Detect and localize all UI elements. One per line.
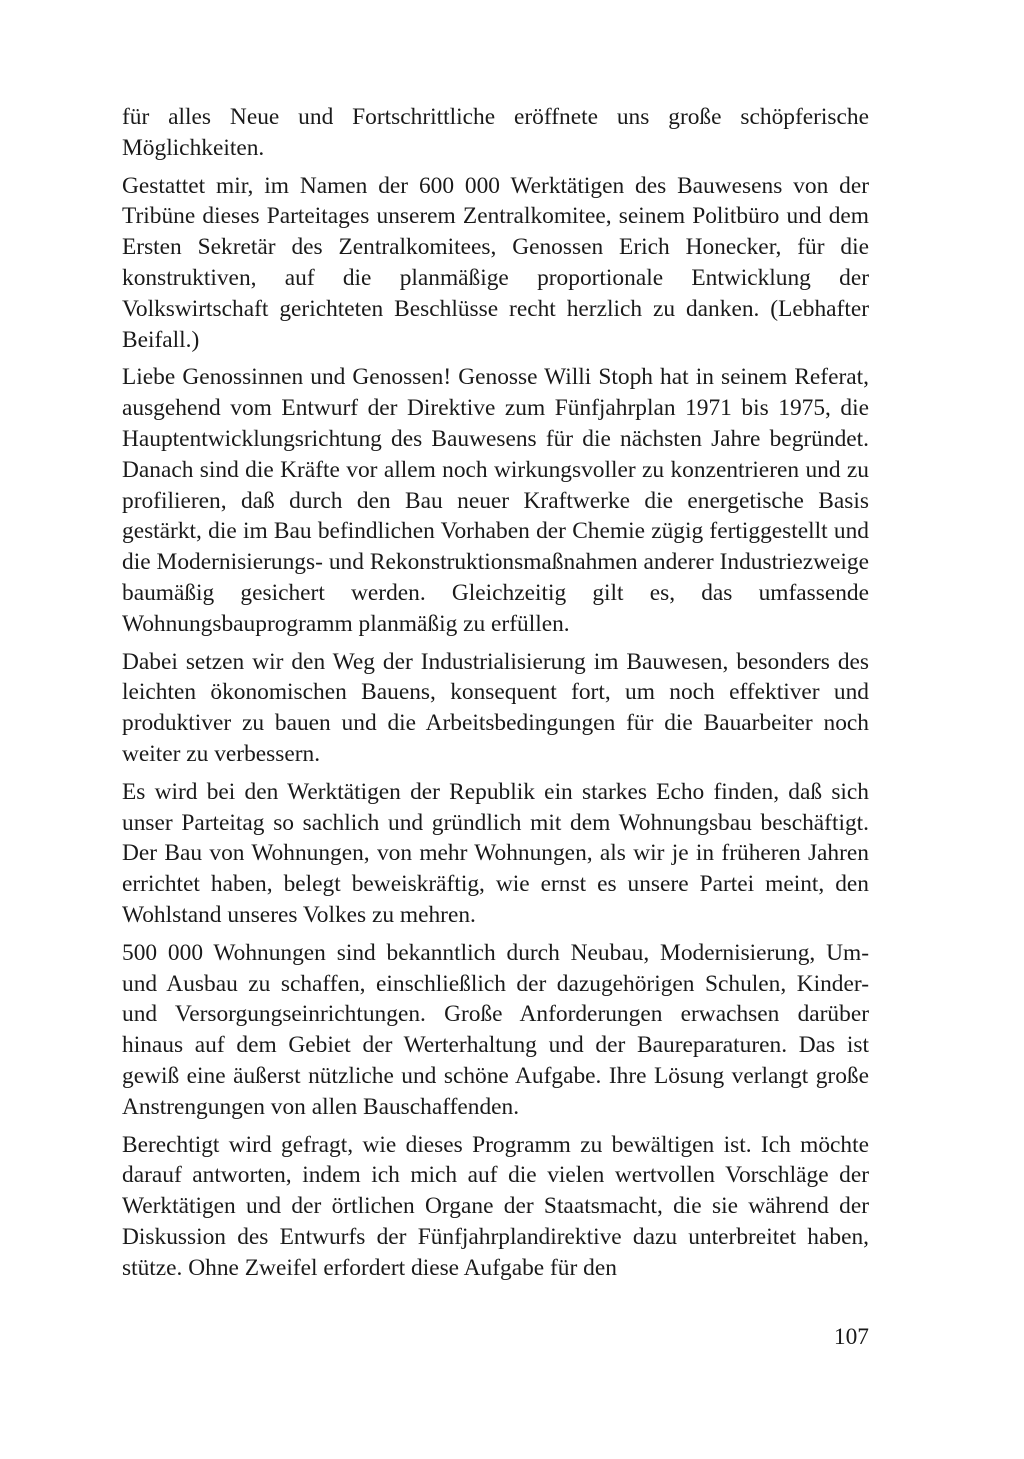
paragraph-6: 500 000 Wohnungen sind bekanntlich durch Neubau, Modernisierung, Um- und Ausbau zu schaffen, einschließlich der dazugehörigen Schulen, Kinder- und Versorgungseinrichtungen. Große Anforderungen erwachsen darüber hinaus auf dem Gebiet der Werterhaltung und der Baureparaturen. Das ist gewiß eine äußerst nützliche und schöne Aufgabe. Ihre Lösung verlangt große Anstrengungen von allen Bauschaffenden. (122, 939, 869, 1120)
paragraph-1: für alles Neue und Fortschrittliche eröffnete uns große schöpferische Möglichkeiten. (122, 104, 869, 161)
paragraph-2: Gestattet mir, im Namen der 600 000 Werktätigen des Bauwesens von der Tribüne dieses Parteitages unserem Zentralkomitee, seinem Politbüro und dem Ersten Sekretär des Zentralkomitees, Genossen Erich Honecker, für die konstruktiven, auf die planmäßige proportionale Entwicklung der Volkswirtschaft gerichteten Beschlüsse recht herzlich zu danken. (Lebhafter Beifall.) (122, 172, 869, 353)
paragraph-3: Liebe Genossinnen und Genossen! Genosse Willi Stoph hat in seinem Referat, ausgehend vom Entwurf der Direktive zum Fünfjahrplan 1971 bis 1975, die Hauptentwicklungsrichtung des Bauwesens für die nächsten Jahre begründet. Danach sind die Kräfte vor allem noch wirkungsvoller zu konzentrieren und zu profilieren, daß durch den Bau neuer Kraftwerke die energetische Basis gestärkt, die im Bau befindlichen Vorhaben der Chemie zügig fertiggestellt und die Modernisierungs- und Rekonstruktionsmaßnahmen anderer Industriezweige baumäßig gesichert werden. Gleichzeitig gilt es, das umfassende Wohnungsbauprogramm planmäßig zu erfüllen. (122, 364, 869, 637)
paragraph-5: Es wird bei den Werktätigen der Republik ein starkes Echo finden, daß sich unser Parteitag so sachlich und gründlich mit dem Wohnungsbau beschäftigt. Der Bau von Wohnungen, von mehr Wohnungen, als wir je in früheren Jahren errichtet haben, belegt beweiskräftig, wie ernst es unsere Partei meint, den Wohlstand unseres Volkes zu mehren. (122, 778, 869, 928)
body-text (122, 102, 869, 1290)
page-number: 107 (833, 1324, 869, 1350)
paragraph-4: Dabei setzen wir den Weg der Industrialisierung im Bauwesen, besonders des leichten ökonomischen Bauens, konsequent fort, um noch effektiver und produktiver zu bauen und die Arbeitsbedingungen für die Bauarbeiter noch weiter zu verbessern. (122, 648, 869, 767)
paragraph-7: Berechtigt wird gefragt, wie dieses Programm zu bewältigen ist. Ich möchte darauf antworten, indem ich mich auf die vielen wertvollen Vorschläge der Werktätigen und der örtlichen Organe der Staatsmacht, die sie während der Diskussion des Entwurfs der Fünfjahrplandirektive dazu unterbreitet haben, stütze. Ohne Zweifel erfordert diese Aufgabe für den (122, 1131, 869, 1281)
